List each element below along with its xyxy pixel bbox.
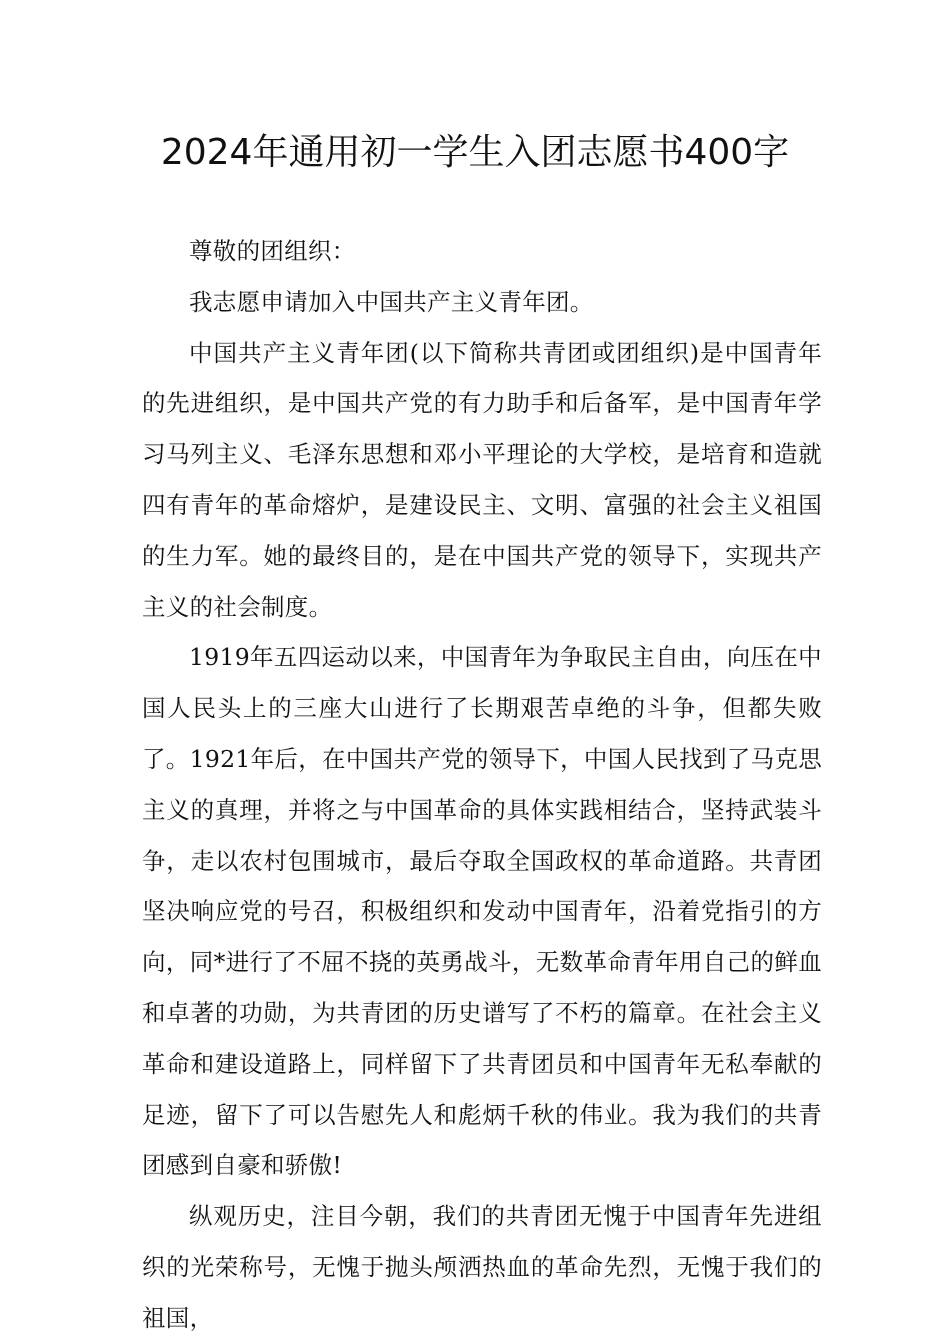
salutation: 尊敬的团组织： [189, 237, 356, 265]
paragraph-application: 我志愿申请加入中国共产主义青年团。 [189, 287, 594, 316]
paragraph-league-intro: 中国共产主义青年团(以下简称共青团或团组织)是中国青年的先进组织，是中国共产党的有力助手和后备军，是中国青年学习马列主义、毛泽东思想和邓小平理论的大学校，是培育和造就四有青年的革命熔炉，是建设民主、文明、富强的社会主义祖国的生力军。她的最终目的，是在中国共产党的领导下，实现共产主义的社会制度。 [142, 338, 822, 621]
document-title: 2024年通用初一学生入团志愿书400字 [160, 132, 790, 173]
paragraph-history: 1919年五四运动以来，中国青年为争取民主自由，向压在中国人民头上的三座大山进行了长期艰苦卓绝的斗争，但都失败了。1921年后，在中国共产党的领导下，中国人民找到了马克思主义的真理，并将之与中国革命的具体实践相结合，坚持武装斗争，走以农村包围城市，最后夺取全国政权的革命道路。共青团坚决响应党的号召，积极组织和发动中国青年，沿着党指引的方向，同*进行了不屈不挠的英勇战斗，无数革命青年用自己的鲜血和卓著的功勋，为共青团的历史谱写了不朽的篇章。在社会主义革命和建设道路上，同样留下了共青团员和中国青年无私奉献的足迹，留下了可以告慰先人和彪炳千秋的伟业。我为我们的共青团感到自豪和骄傲! [142, 643, 822, 1180]
paragraph-present: 纵观历史，注目今朝，我们的共青团无愧于中国青年先进组织的光荣称号，无愧于抛头颅洒热血的革命先烈，无愧于我们的祖国， [142, 1202, 822, 1332]
document-body [142, 226, 822, 1344]
